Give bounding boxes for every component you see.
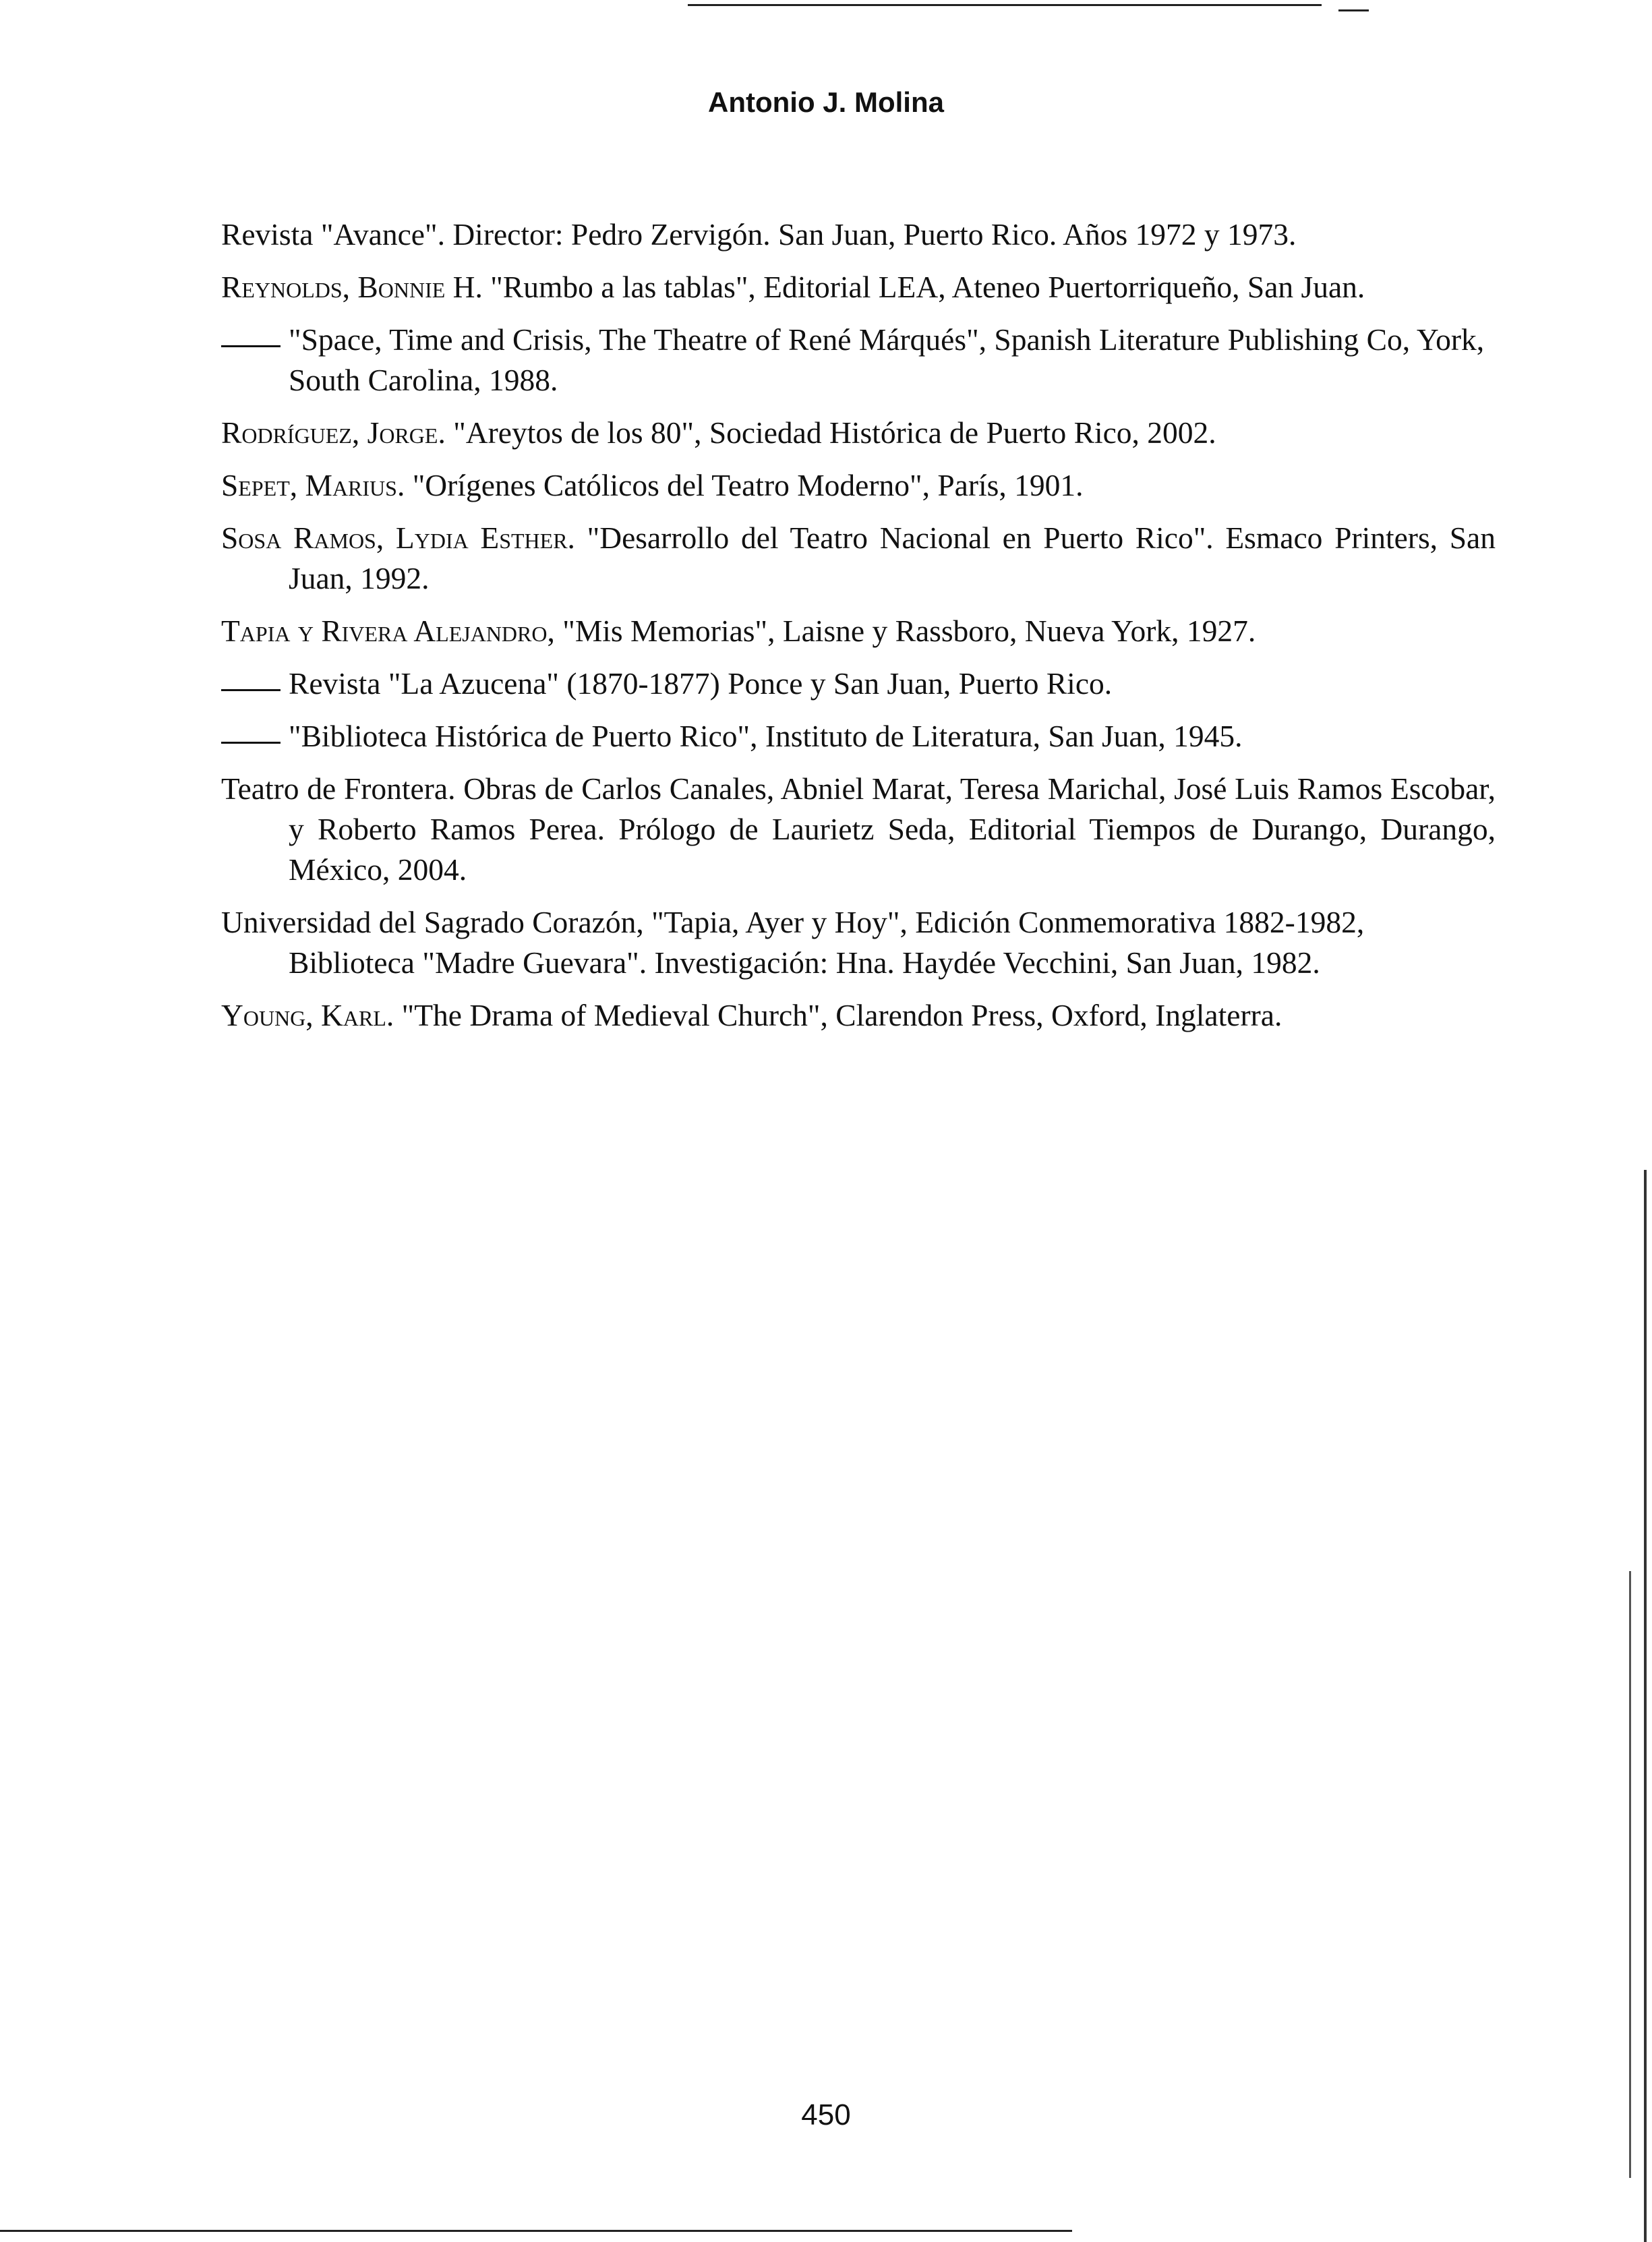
top-scan-rule [688,4,1322,6]
ditto-dash [221,345,281,347]
bibliography-entry [221,611,1496,651]
entry-text: "Space, Time and Crisis, The Theatre of René Márqués", Spanish Literature Publishing Co, York, South Carolina, 1988. [289,322,1485,397]
bibliography-entry [221,267,1496,307]
bibliography-entry [221,663,1496,704]
entry-author: Rodríguez, Jorge. [221,415,446,450]
right-scan-edge-inner [1629,1571,1631,2178]
entry-author: Tapia y Rivera Alejandro, [221,614,555,648]
bibliography-entry [221,320,1496,401]
bibliography-entry [221,902,1496,983]
entry-text: "Desarrollo del Teatro Nacional en Puerto Rico". Esmaco Printers, San Juan, 1992. [289,521,1496,595]
bibliography-entry [221,465,1496,506]
entry-author: Reynolds, Bonnie H. [221,270,483,304]
entry-text: "Orígenes Católicos del Teatro Moderno", París, 1901. [405,468,1084,502]
bibliography-entry [221,214,1496,255]
entry-author: Sepet, Marius. [221,468,405,502]
entry-author: Young, Karl. [221,998,394,1032]
right-scan-edge [1644,1170,1647,2242]
bibliography-entry [221,716,1496,757]
entry-text: Universidad del Sagrado Corazón, "Tapia, Ayer y Hoy", Edición Conmemorativa 1882-1982, Biblioteca "Madre Guevara". Investigación: Hna. Haydée Vecchini, San Juan, 1982. [221,905,1365,980]
entry-text: "Mis Memorias", Laisne y Rassboro, Nueva York, 1927. [554,614,1256,648]
entry-text: "Rumbo a las tablas", Editorial LEA, Ateneo Puertorriqueño, San Juan. [482,270,1365,304]
page-number: 450 [801,2098,851,2131]
entry-text: Revista "Avance". Director: Pedro Zervigón. San Juan, Puerto Rico. Años 1972 y 1973. [221,217,1297,252]
bibliography-entry [221,995,1496,1036]
entry-text: "Biblioteca Histórica de Puerto Rico", Instituto de Literatura, San Juan, 1945. [289,719,1243,753]
bibliography-entry [221,518,1496,599]
entry-text: Teatro de Frontera. Obras de Carlos Canales, Abniel Marat, Teresa Marichal, José Luis Ramos Escobar, y Roberto Ramos Perea. Prólogo de Laurietz Seda, Editorial Tiempos de Durango, Durango, México, 2004. [221,771,1496,887]
bibliography-entry [221,413,1496,453]
bibliography-list [221,214,1496,1048]
bottom-scan-rule [0,2230,1072,2232]
ditto-dash [221,742,281,744]
bibliography-entry [221,769,1496,890]
entry-text: Revista "La Azucena" (1870-1877) Ponce y San Juan, Puerto Rico. [289,666,1113,701]
running-head: Antonio J. Molina [708,86,944,118]
entry-text: "Areytos de los 80", Sociedad Histórica de Puerto Rico, 2002. [445,415,1216,450]
entry-author: Sosa Ramos, Lydia Esther. [221,521,575,555]
entry-text: "The Drama of Medieval Church", Clarendon Press, Oxford, Inglaterra. [394,998,1282,1032]
top-scan-dash [1338,9,1369,11]
ditto-dash [221,689,281,691]
